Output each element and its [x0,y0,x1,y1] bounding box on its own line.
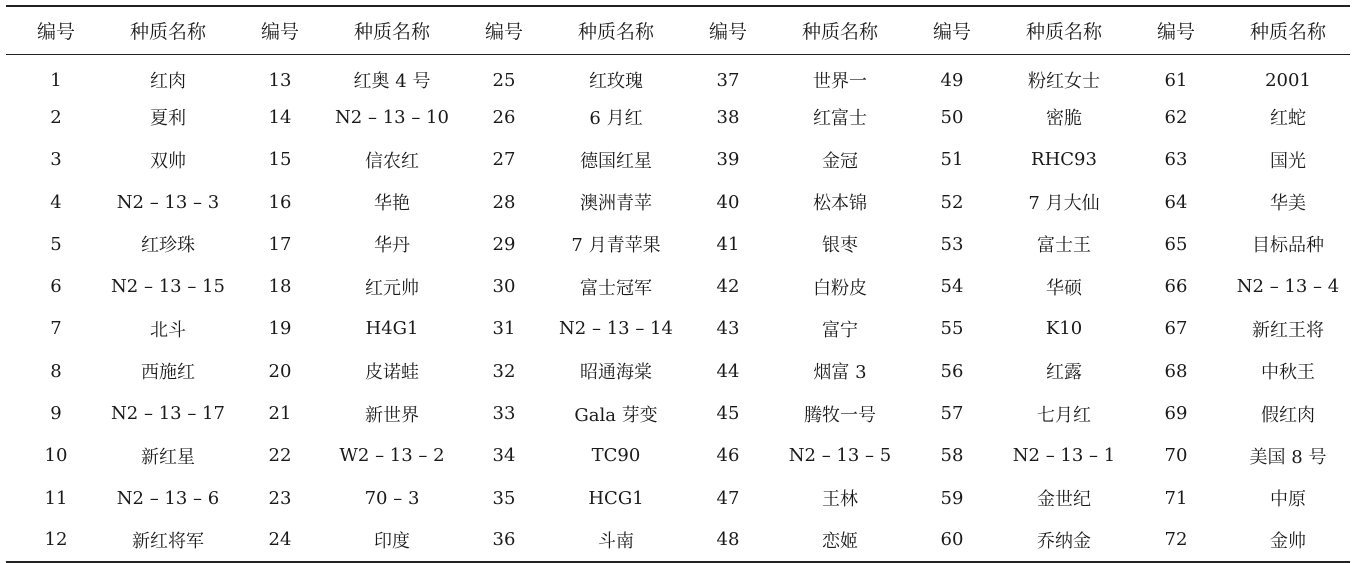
cell-germplasm-name: 华美 [1270,193,1306,215]
cell-germplasm-name: 金冠 [822,150,858,172]
cell-number: 63 [1164,149,1188,171]
cell-number: 67 [1164,318,1188,340]
table-row [6,265,1350,307]
column-header-number: 编号 [678,6,778,54]
column-header-germplasm-name: 种质名称 [778,6,902,54]
cell-number: 32 [492,360,516,382]
cell-number: 21 [268,403,292,425]
cell-germplasm-name: 新红王将 [1252,319,1324,341]
cell-number: 43 [716,318,740,340]
cell-number: 49 [940,69,964,91]
cell-number: 35 [492,487,516,509]
table-row [6,477,1350,519]
cell-germplasm-name: 假红肉 [1261,404,1315,426]
cell-number: 45 [716,403,740,425]
table-row [6,181,1350,223]
cell-number: 34 [492,445,516,467]
cell-number: 66 [1164,276,1188,298]
cell-germplasm-name: 世界一 [813,71,867,93]
cell-number: 25 [492,69,516,91]
cell-germplasm-name: 粉红女士 [1028,71,1100,93]
cell-germplasm-name: 华艳 [374,193,410,215]
cell-germplasm-name: 乔纳金 [1002,519,1126,561]
cell-number: 40 [716,191,740,213]
cell-germplasm-name: 密脆 [1046,108,1082,130]
column-header-germplasm-name: 种质名称 [1002,6,1126,54]
cell-number: 15 [268,149,292,171]
table-row [6,54,1350,96]
cell-number: 6 [50,276,62,298]
cell-number: 9 [50,403,62,425]
table-row [6,139,1350,181]
cell-number: 60 [902,519,1002,561]
cell-germplasm-name: 夏利 [150,108,186,130]
column-header-number: 编号 [230,6,330,54]
column-header-germplasm-name: 种质名称 [1226,6,1350,54]
cell-germplasm-name: 红肉 [150,71,186,93]
table-header [6,6,1350,54]
cell-germplasm-name: K10 [1045,318,1083,340]
cell-number: 27 [492,149,516,171]
cell-number: 72 [1126,519,1226,561]
cell-germplasm-name: HCG1 [588,487,644,509]
header-row [6,6,1350,54]
cell-number: 17 [268,233,292,255]
cell-number: 68 [1164,360,1188,382]
cell-germplasm-name: 红富士 [813,108,867,130]
cell-germplasm-name: RHC93 [1031,149,1097,171]
cell-germplasm-name: 中秋王 [1261,362,1315,384]
cell-germplasm-name: TC90 [591,445,641,467]
cell-germplasm-name: 华硕 [1046,277,1082,299]
cell-number: 10 [44,445,68,467]
cell-germplasm-name: 北斗 [150,319,186,341]
cell-number: 22 [268,445,292,467]
column-header-germplasm-name: 种质名称 [554,6,678,54]
cell-number: 65 [1164,233,1188,255]
cell-germplasm-name: 七月红 [1037,404,1091,426]
cell-germplasm-name: 金世纪 [1037,489,1091,511]
cell-germplasm-name: 红蛇 [1270,108,1306,130]
cell-germplasm-name: 目标品种 [1252,235,1324,257]
cell-germplasm-name: 红元帅 [365,277,419,299]
cell-number: 57 [940,403,964,425]
cell-number: 3 [50,149,62,171]
cell-number: 2 [50,106,62,128]
cell-number: 59 [940,487,964,509]
column-header-number: 编号 [1126,6,1226,54]
cell-number: 39 [716,149,740,171]
cell-number: 41 [716,233,740,255]
cell-germplasm-name: 双帅 [150,150,186,172]
cell-number: 12 [6,519,106,561]
cell-germplasm-name: 腾牧一号 [804,404,876,426]
cell-number: 37 [716,69,740,91]
cell-germplasm-name: 新世界 [365,404,419,426]
cell-number: 70 [1164,445,1188,467]
cell-number: 26 [492,106,516,128]
germplasm-table [6,5,1350,563]
cell-number: 64 [1164,191,1188,213]
cell-number: 38 [716,106,740,128]
table-row [6,96,1350,138]
cell-number: 42 [716,276,740,298]
column-header-germplasm-name: 种质名称 [330,6,454,54]
column-header-number: 编号 [454,6,554,54]
cell-germplasm-name: 金帅 [1226,519,1350,561]
table-row [6,435,1350,477]
cell-germplasm-name: 红珍珠 [141,235,195,257]
cell-germplasm-name: N2 – 13 – 5 [788,445,892,467]
cell-number: 51 [940,149,964,171]
cell-number: 5 [50,233,62,255]
cell-germplasm-name: N2 – 13 – 1 [1012,445,1116,467]
cell-germplasm-name: N2 – 13 – 17 [111,403,225,425]
cell-germplasm-name: 昭通海棠 [580,362,652,384]
cell-germplasm-name: 红露 [1046,362,1082,384]
cell-number: 61 [1164,69,1188,91]
cell-number: 53 [940,233,964,255]
cell-number: 46 [716,445,740,467]
cell-number: 62 [1164,106,1188,128]
cell-number: 33 [492,403,516,425]
cell-germplasm-name: 2001 [1265,69,1311,91]
table-body [6,54,1350,562]
cell-number: 52 [940,191,964,213]
cell-number: 36 [454,519,554,561]
cell-germplasm-name: 红玫瑰 [589,71,643,93]
cell-germplasm-name: 西施红 [141,362,195,384]
column-header-number: 编号 [902,6,1002,54]
cell-germplasm-name: 富士王 [1037,235,1091,257]
cell-germplasm-name: H4G1 [365,318,419,340]
cell-germplasm-name: 国光 [1270,150,1306,172]
cell-germplasm-name: 恋姬 [778,519,902,561]
cell-germplasm-name: 白粉皮 [813,277,867,299]
cell-germplasm-name: 红奥 4 号 [353,71,431,93]
cell-germplasm-name: 新红星 [141,446,195,468]
cell-number: 47 [716,487,740,509]
cell-germplasm-name: 新红将军 [106,519,230,561]
cell-germplasm-name: 富宁 [822,319,858,341]
cell-germplasm-name: N2 – 13 – 10 [335,106,449,128]
cell-number: 31 [492,318,516,340]
cell-germplasm-name: N2 – 13 – 6 [116,487,220,509]
cell-germplasm-name: 华丹 [374,235,410,257]
cell-germplasm-name: N2 – 13 – 15 [111,276,225,298]
cell-number: 56 [940,360,964,382]
cell-number: 48 [678,519,778,561]
cell-germplasm-name: 印度 [330,519,454,561]
table-row [6,223,1350,265]
cell-number: 71 [1164,487,1188,509]
cell-germplasm-name: 德国红星 [580,150,652,172]
cell-number: 11 [44,487,68,509]
cell-germplasm-name: N2 – 13 – 3 [116,191,220,213]
cell-germplasm-name: 中原 [1270,489,1306,511]
table-row [6,392,1350,434]
cell-number: 55 [940,318,964,340]
cell-number: 16 [268,191,292,213]
cell-number: 29 [492,233,516,255]
cell-germplasm-name: Gala 芽变 [574,404,658,426]
cell-germplasm-name: 王林 [822,489,858,511]
cell-germplasm-name: 银枣 [822,235,858,257]
cell-germplasm-name: 斗南 [554,519,678,561]
cell-number: 50 [940,106,964,128]
cell-number: 24 [230,519,330,561]
cell-number: 30 [492,276,516,298]
cell-germplasm-name: 烟富 3 [813,362,867,384]
cell-germplasm-name: 7 月大仙 [1028,193,1100,215]
table-row [6,519,1350,561]
cell-germplasm-name: 澳洲青苹 [580,193,652,215]
cell-number: 4 [50,191,62,213]
table-row [6,308,1350,350]
cell-number: 23 [268,487,292,509]
cell-germplasm-name: 6 月红 [589,108,643,130]
cell-number: 28 [492,191,516,213]
cell-number: 44 [716,360,740,382]
cell-germplasm-name: 松本锦 [813,193,867,215]
cell-number: 13 [268,69,292,91]
cell-number: 19 [268,318,292,340]
cell-number: 69 [1164,403,1188,425]
cell-germplasm-name: 皮诺蛙 [365,362,419,384]
cell-germplasm-name: N2 – 13 – 4 [1236,276,1340,298]
cell-germplasm-name: 70 – 3 [364,487,420,509]
cell-germplasm-name: 美国 8 号 [1249,446,1327,468]
cell-germplasm-name: W2 – 13 – 2 [339,445,445,467]
cell-germplasm-name: 7 月青苹果 [571,235,661,257]
cell-number: 14 [268,106,292,128]
cell-germplasm-name: N2 – 13 – 14 [559,318,673,340]
cell-number: 8 [50,360,62,382]
cell-number: 58 [940,445,964,467]
cell-germplasm-name: 信农红 [365,150,419,172]
column-header-germplasm-name: 种质名称 [106,6,230,54]
cell-germplasm-name: 富士冠军 [580,277,652,299]
cell-number: 7 [50,318,62,340]
table-row [6,350,1350,392]
column-header-number: 编号 [6,6,106,54]
cell-number: 54 [940,276,964,298]
cell-number: 20 [268,360,292,382]
cell-number: 1 [50,69,62,91]
cell-number: 18 [268,276,292,298]
